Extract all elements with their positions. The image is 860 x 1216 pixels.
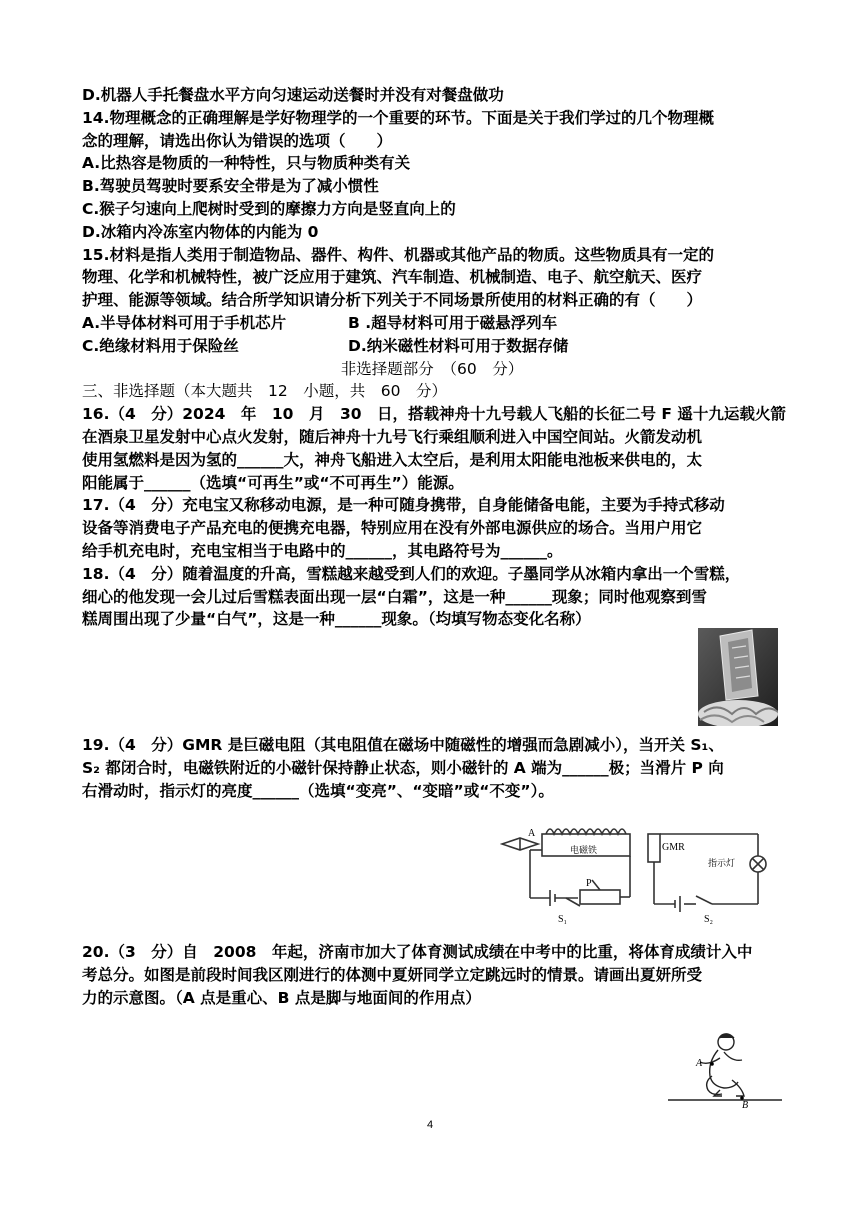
- label-s1: S₁: [558, 914, 568, 924]
- q15-options-row-2: [82, 335, 782, 358]
- label-gmr: GMR: [662, 842, 685, 853]
- page-number: 4: [426, 1119, 434, 1131]
- label-a: A: [528, 828, 536, 839]
- q15-option-a: A.半导体材料可用于手机芯片: [82, 313, 287, 332]
- label-point-a: A: [696, 1058, 703, 1069]
- q20-line-3: 力的示意图。（A 点是重心、B 点是脚与地面间的作用点）: [82, 988, 481, 1007]
- q17-line-2: 设备等消费电子产品充电的便携充电器，特别应用在没有外部电源供应的场合。当用户用它: [82, 519, 703, 538]
- q15-stem-1: 15.材料是指人类用于制造物品、器件、构件、机器或其他产品的物质。这些物质具有一定的: [82, 245, 714, 264]
- q19-line-3: 右滑动时，指示灯的亮度______（选填“变亮”、“变暗”或“不变”）。: [82, 781, 554, 800]
- q14-option-d: D.冰箱内冷冻室内物体的内能为 0: [82, 222, 319, 241]
- q17-line-3: 给手机充电时，充电宝相当于电路中的______，其电路符号为______。: [82, 541, 563, 560]
- ice-cream-photo: [698, 628, 778, 726]
- q14-option-c: C.猴子匀速向上爬树时受到的摩擦力方向是竖直向上的: [82, 199, 456, 218]
- q18-line-1: 18.（4 分）随着温度的升高，雪糕越来越受到人们的欢迎。子墨同学从冰箱内拿出一个雪糕，: [82, 564, 741, 583]
- section-title: 非选择题部分 （60 分）: [340, 359, 524, 378]
- q15-option-c: C.绝缘材料用于保险丝: [82, 336, 239, 355]
- q15-option-d: D.纳米磁性材料可用于数据存储: [348, 336, 569, 355]
- document-page-q20: [82, 941, 782, 1009]
- q18-line-3: 糕周围出现了少量“白气”，这是一种______现象。（均填写物态变化名称）: [82, 610, 591, 629]
- q14-stem-2: 念的理解，请选出你认为错误的选项（ ）: [82, 131, 393, 150]
- document-page: [82, 84, 786, 631]
- q20-line-2: 考总分。如图是前段时间我区刚进行的体测中夏妍同学立定跳远时的情景。请画出夏妍所受: [82, 965, 703, 984]
- q17-line-1: 17.（4 分）充电宝又称移动电源，是一种可随身携带，自身能储备电能，主要为手持式移动: [82, 496, 725, 515]
- gmr-circuit-diagram: [500, 820, 782, 924]
- q14-option-b: B.驾驶员驾驶时要系安全带是为了减小惯性: [82, 177, 379, 196]
- long-jump-figure: [668, 1030, 782, 1108]
- q18-line-2: 细心的他发现一会儿过后雪糕表面出现一层“白霜”，这是一种______现象；同时他观察到雪: [82, 587, 707, 606]
- q14-option-a: A.比热容是物质的一种特性，只与物质种类有关: [82, 154, 411, 173]
- q16-line-2: 在酒泉卫星发射中心点火发射，随后神舟十九号飞行乘组顺利进入中国空间站。火箭发动机: [82, 427, 703, 446]
- label-point-b: B: [742, 1100, 749, 1108]
- q19-line-2: S₂ 都闭合时，电磁铁附近的小磁针保持静止状态，则小磁针的 A 端为______极；当滑片 P 向: [82, 758, 724, 777]
- q15-options-row-1: [82, 312, 782, 335]
- label-p: P: [586, 878, 592, 889]
- q13-option-d: D.机器人手托餐盘水平方向匀速运动送餐时并没有对餐盘做功: [82, 86, 504, 104]
- q20-line-1: 20.（3 分）自 2008 年起，济南市加大了体育测试成绩在中考中的比重，将体育成绩计入中: [82, 943, 753, 961]
- label-s2: S₂: [704, 914, 714, 924]
- q15-stem-3: 护理、能源等领域。结合所学知识请分析下列关于不同场景所使用的材料正确的有（ ）: [82, 291, 703, 310]
- q16-line-1: 16.（4 分）2024 年 10 月 30 日，搭载神舟十九号载人飞船的长征二号 F 遥十九运载火箭: [82, 405, 786, 424]
- section-heading: 三、非选择题（本大题共 12 小题，共 60 分）: [82, 382, 447, 401]
- document-page-lower: [82, 734, 782, 802]
- q15-option-b: B .超导材料可用于磁悬浮列车: [348, 313, 558, 332]
- q19-line-1: 19.（4 分）GMR 是巨磁电阻（其电阻值在磁场中随磁性的增强而急剧减小），当开关 S₁、: [82, 736, 724, 754]
- label-coil: 电磁铁: [570, 846, 598, 856]
- q14-stem-1: 14.物理概念的正确理解是学好物理学的一个重要的环节。下面是关于我们学过的几个物理概: [82, 108, 714, 127]
- label-lamp: 指示灯: [708, 859, 736, 869]
- q16-line-3: 使用氢燃料是因为氢的______大，神舟飞船进入太空后，是利用太阳能电池板来供电的，太: [82, 450, 703, 469]
- q15-stem-2: 物理、化学和机械特性，被广泛应用于建筑、汽车制造、机械制造、电子、航空航天、医疗: [82, 268, 703, 287]
- q16-line-4: 阳能属于______（选填“可再生”或“不可再生”）能源。: [82, 473, 464, 492]
